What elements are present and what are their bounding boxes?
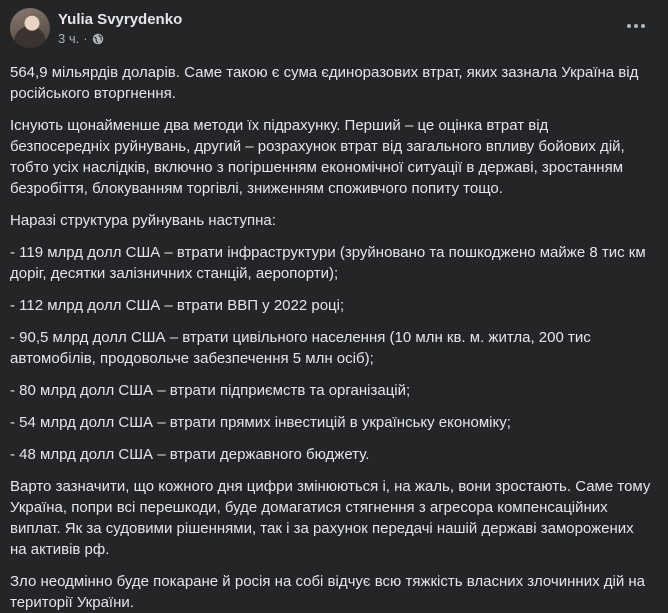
post-paragraph: Варто зазначити, що кожного дня цифри змінюються і, на жаль, вони зростають. Саме тому Україна, попри всі перешкоди, буде домагатися стягнення з агресора компенсаційних виплат. Як за судовими рішеннями, так і за рахунок передачі нашій державі заморожених на активів рф. [10, 478, 651, 558]
post-list-item: - 112 млрд долл США – втрати ВВП у 2022 році; [10, 297, 345, 314]
author-avatar[interactable] [10, 8, 50, 48]
author-name[interactable]: Yulia Svyrydenko [58, 11, 183, 28]
post-list-item: - 80 млрд долл США – втрати підприємств та організацій; [10, 382, 411, 399]
separator-dot: · [83, 31, 88, 46]
post-list-item: - 90,5 млрд долл США – втрати цивільного населення (10 млн кв. м. житла, 200 тис автомобілів, продовольче забезпечення 5 млн осіб); [10, 329, 591, 367]
post-paragraph: Наразі структура руйнувань наступна: [10, 212, 276, 229]
post-paragraph: 564,9 мільярдів доларів. Саме такою є сума єдиноразових втрат, яких зазнала Україна від російського вторгнення. [10, 64, 639, 102]
post-paragraph: Зло неодмінно буде покаране й росія на собі відчує всю тяжкість власних злочинних дій на території України. [10, 573, 645, 611]
more-options-icon[interactable] [622, 12, 650, 40]
post-body [10, 62, 652, 613]
post-list-item: - 119 млрд долл США – втрати інфраструктури (зруйновано та пошкоджено майже 8 тис км доріг, десятки залізничних станцій, аеропорти); [10, 244, 646, 282]
post-list-item: - 54 млрд долл США – втрати прямих інвестицій в українську економіку; [10, 414, 511, 431]
post-header [10, 8, 652, 56]
post-subline [58, 31, 182, 47]
post-paragraph: Існують щонайменше два методи їх підрахунку. Перший – це оцінка втрат від безпосередніх руйнувань, другий – розрахунок втрат від загального впливу бойових дій, тобто усіх наслідків, включно з погіршенням економічної ситуації в державі, зростанням безробіття, блокуванням торгівлі, зниженням споживчого попиту тощо. [10, 117, 625, 197]
post-meta [58, 10, 182, 47]
globe-icon[interactable] [92, 33, 104, 45]
post-list-item: - 48 млрд долл США – втрати державного бюджету. [10, 446, 370, 463]
post-timestamp[interactable]: 3 ч. [58, 31, 80, 46]
